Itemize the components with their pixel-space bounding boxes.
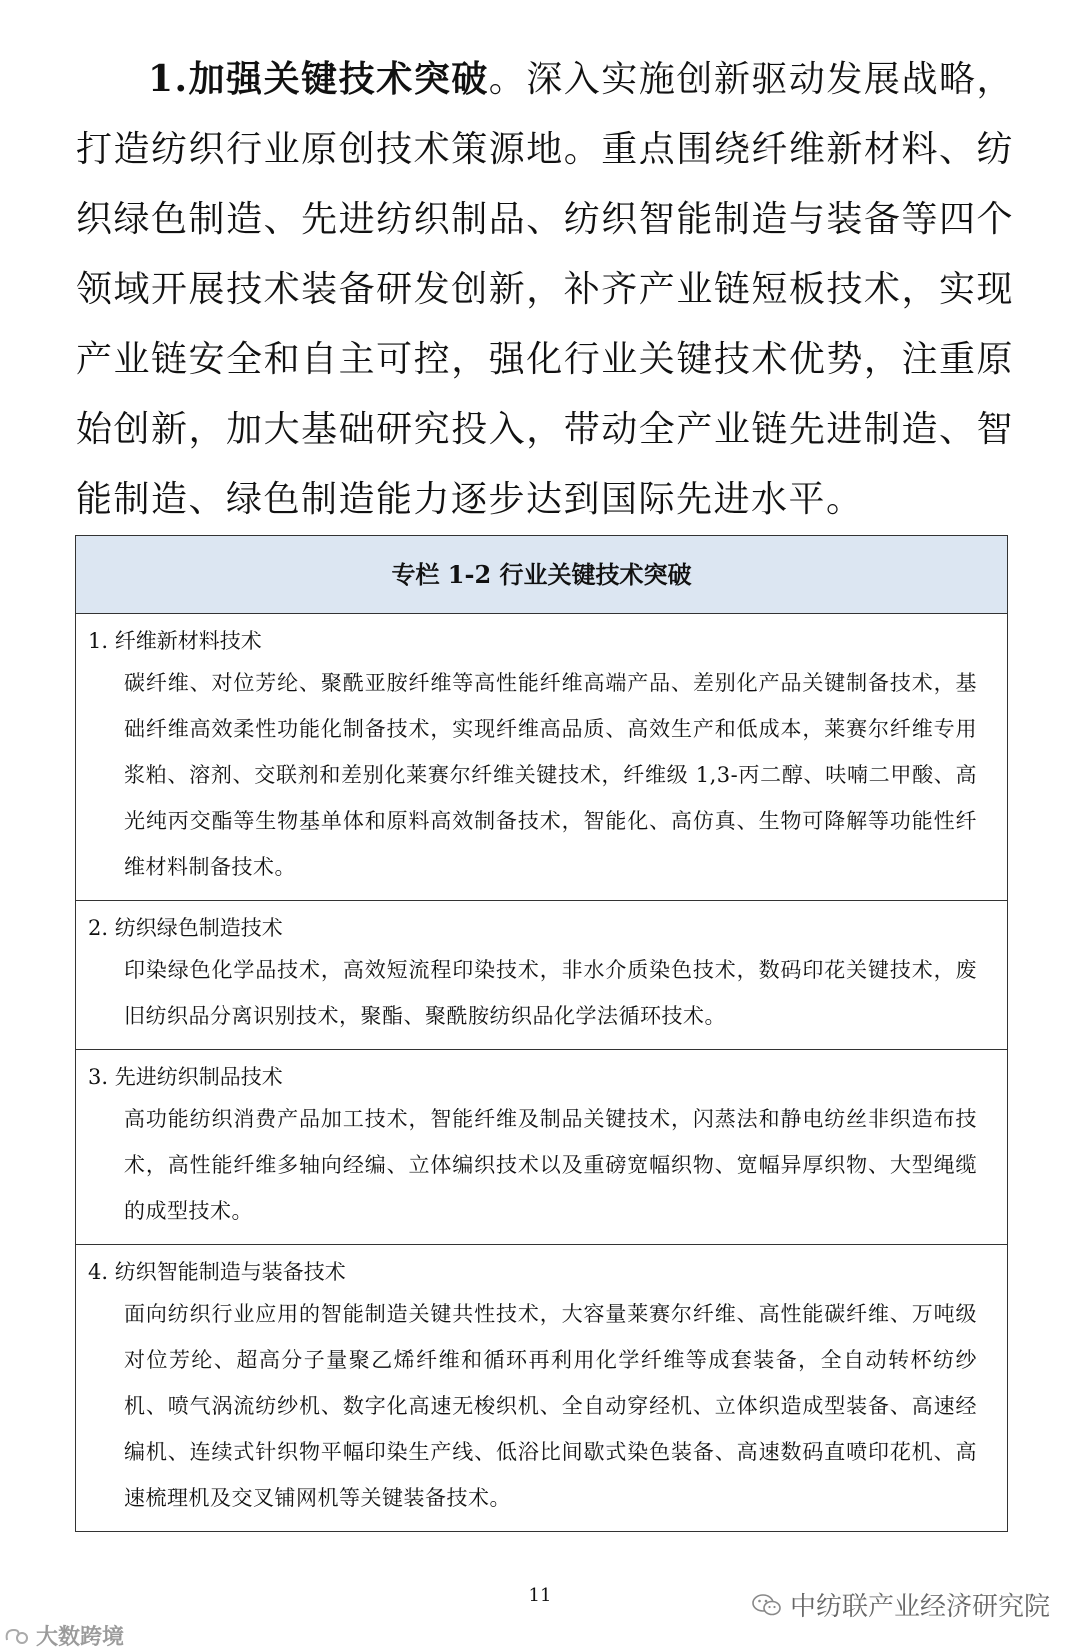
- section-fiber-materials: [76, 614, 1007, 901]
- paragraph-text: 。深入实施创新驱动发展战略，打造纺织行业原创技术策源地。重点围绕纤维新材料、纺织绿色制造、先进纺织制品、纺织智能制造与装备等四个领域开展技术装备研发创新，补齐产业链短板技术，实现产业链安全和自主可控，强化行业关键技术优势，注重原始创新，加大基础研究投入，带动全产业链先进制造、智能制造、绿色制造能力逐步达到国际先进水平。: [76, 59, 1014, 520]
- column-box: [75, 535, 1008, 1532]
- section-advanced-products: [76, 1050, 1007, 1245]
- wechat-account-name: 中纺联产业经济研究院: [789, 1592, 1050, 1622]
- paragraph-heading: 1.加强关键技术突破: [148, 58, 489, 100]
- section-title: 1. 纤维新材料技术: [88, 629, 262, 653]
- box-title: 专栏 1-2 行业关键技术突破: [76, 536, 1007, 614]
- wechat-watermark: [752, 1586, 1050, 1623]
- section-body: 高功能纺织消费产品加工技术，智能纤维及制品关键技术，闪蒸法和静电纺丝非织造布技术，高性能纤维多轴向经编、立体编织技术以及重磅宽幅织物、宽幅异厚织物、大型绳缆的成型技术。: [124, 1107, 977, 1223]
- page-number: 11: [528, 1585, 552, 1606]
- wechat-icon: [752, 1593, 782, 1617]
- corner-watermark: [4, 1620, 124, 1651]
- section-title: 3. 先进纺织制品技术: [88, 1065, 283, 1089]
- watermark-logo-icon: [4, 1626, 30, 1646]
- section-body: 印染绿色化学品技术，高效短流程印染技术，非水介质染色技术，数码印花关键技术，废旧纺织品分离识别技术，聚酯、聚酰胺纺织品化学法循环技术。: [124, 958, 977, 1028]
- intro-paragraph: [76, 44, 1014, 535]
- corner-logo-text: 大数跨境: [36, 1625, 125, 1650]
- section-smart-manufacturing: [76, 1245, 1007, 1531]
- section-body: 面向纺织行业应用的智能制造关键共性技术，大容量莱赛尔纤维、高性能碳纤维、万吨级对位芳纶、超高分子量聚乙烯纤维和循环再利用化学纤维等成套装备，全自动转杯纺纱机、喷气涡流纺纱机、数字化高速无梭织机、全自动穿经机、立体织造成型装备、高速经编机、连续式针织物平幅印染生产线、低浴比间歇式染色装备、高速数码直喷印花机、高速梳理机及交叉铺网机等关键装备技术。: [124, 1302, 977, 1510]
- section-title: 2. 纺织绿色制造技术: [88, 916, 283, 940]
- section-title: 4. 纺织智能制造与装备技术: [88, 1260, 346, 1284]
- section-body: 碳纤维、对位芳纶、聚酰亚胺纤维等高性能纤维高端产品、差别化产品关键制备技术，基础纤维高效柔性功能化制备技术，实现纤维高品质、高效生产和低成本，莱赛尔纤维专用浆粕、溶剂、交联剂和差别化莱赛尔纤维关键技术，纤维级 1,3-丙二醇、呋喃二甲酸、高光纯丙交酯等生物基单体和原料高效制备技术，智能化、高仿真、生物可降解等功能性纤维材料制备技术。: [124, 671, 977, 879]
- section-green-manufacturing: [76, 901, 1007, 1050]
